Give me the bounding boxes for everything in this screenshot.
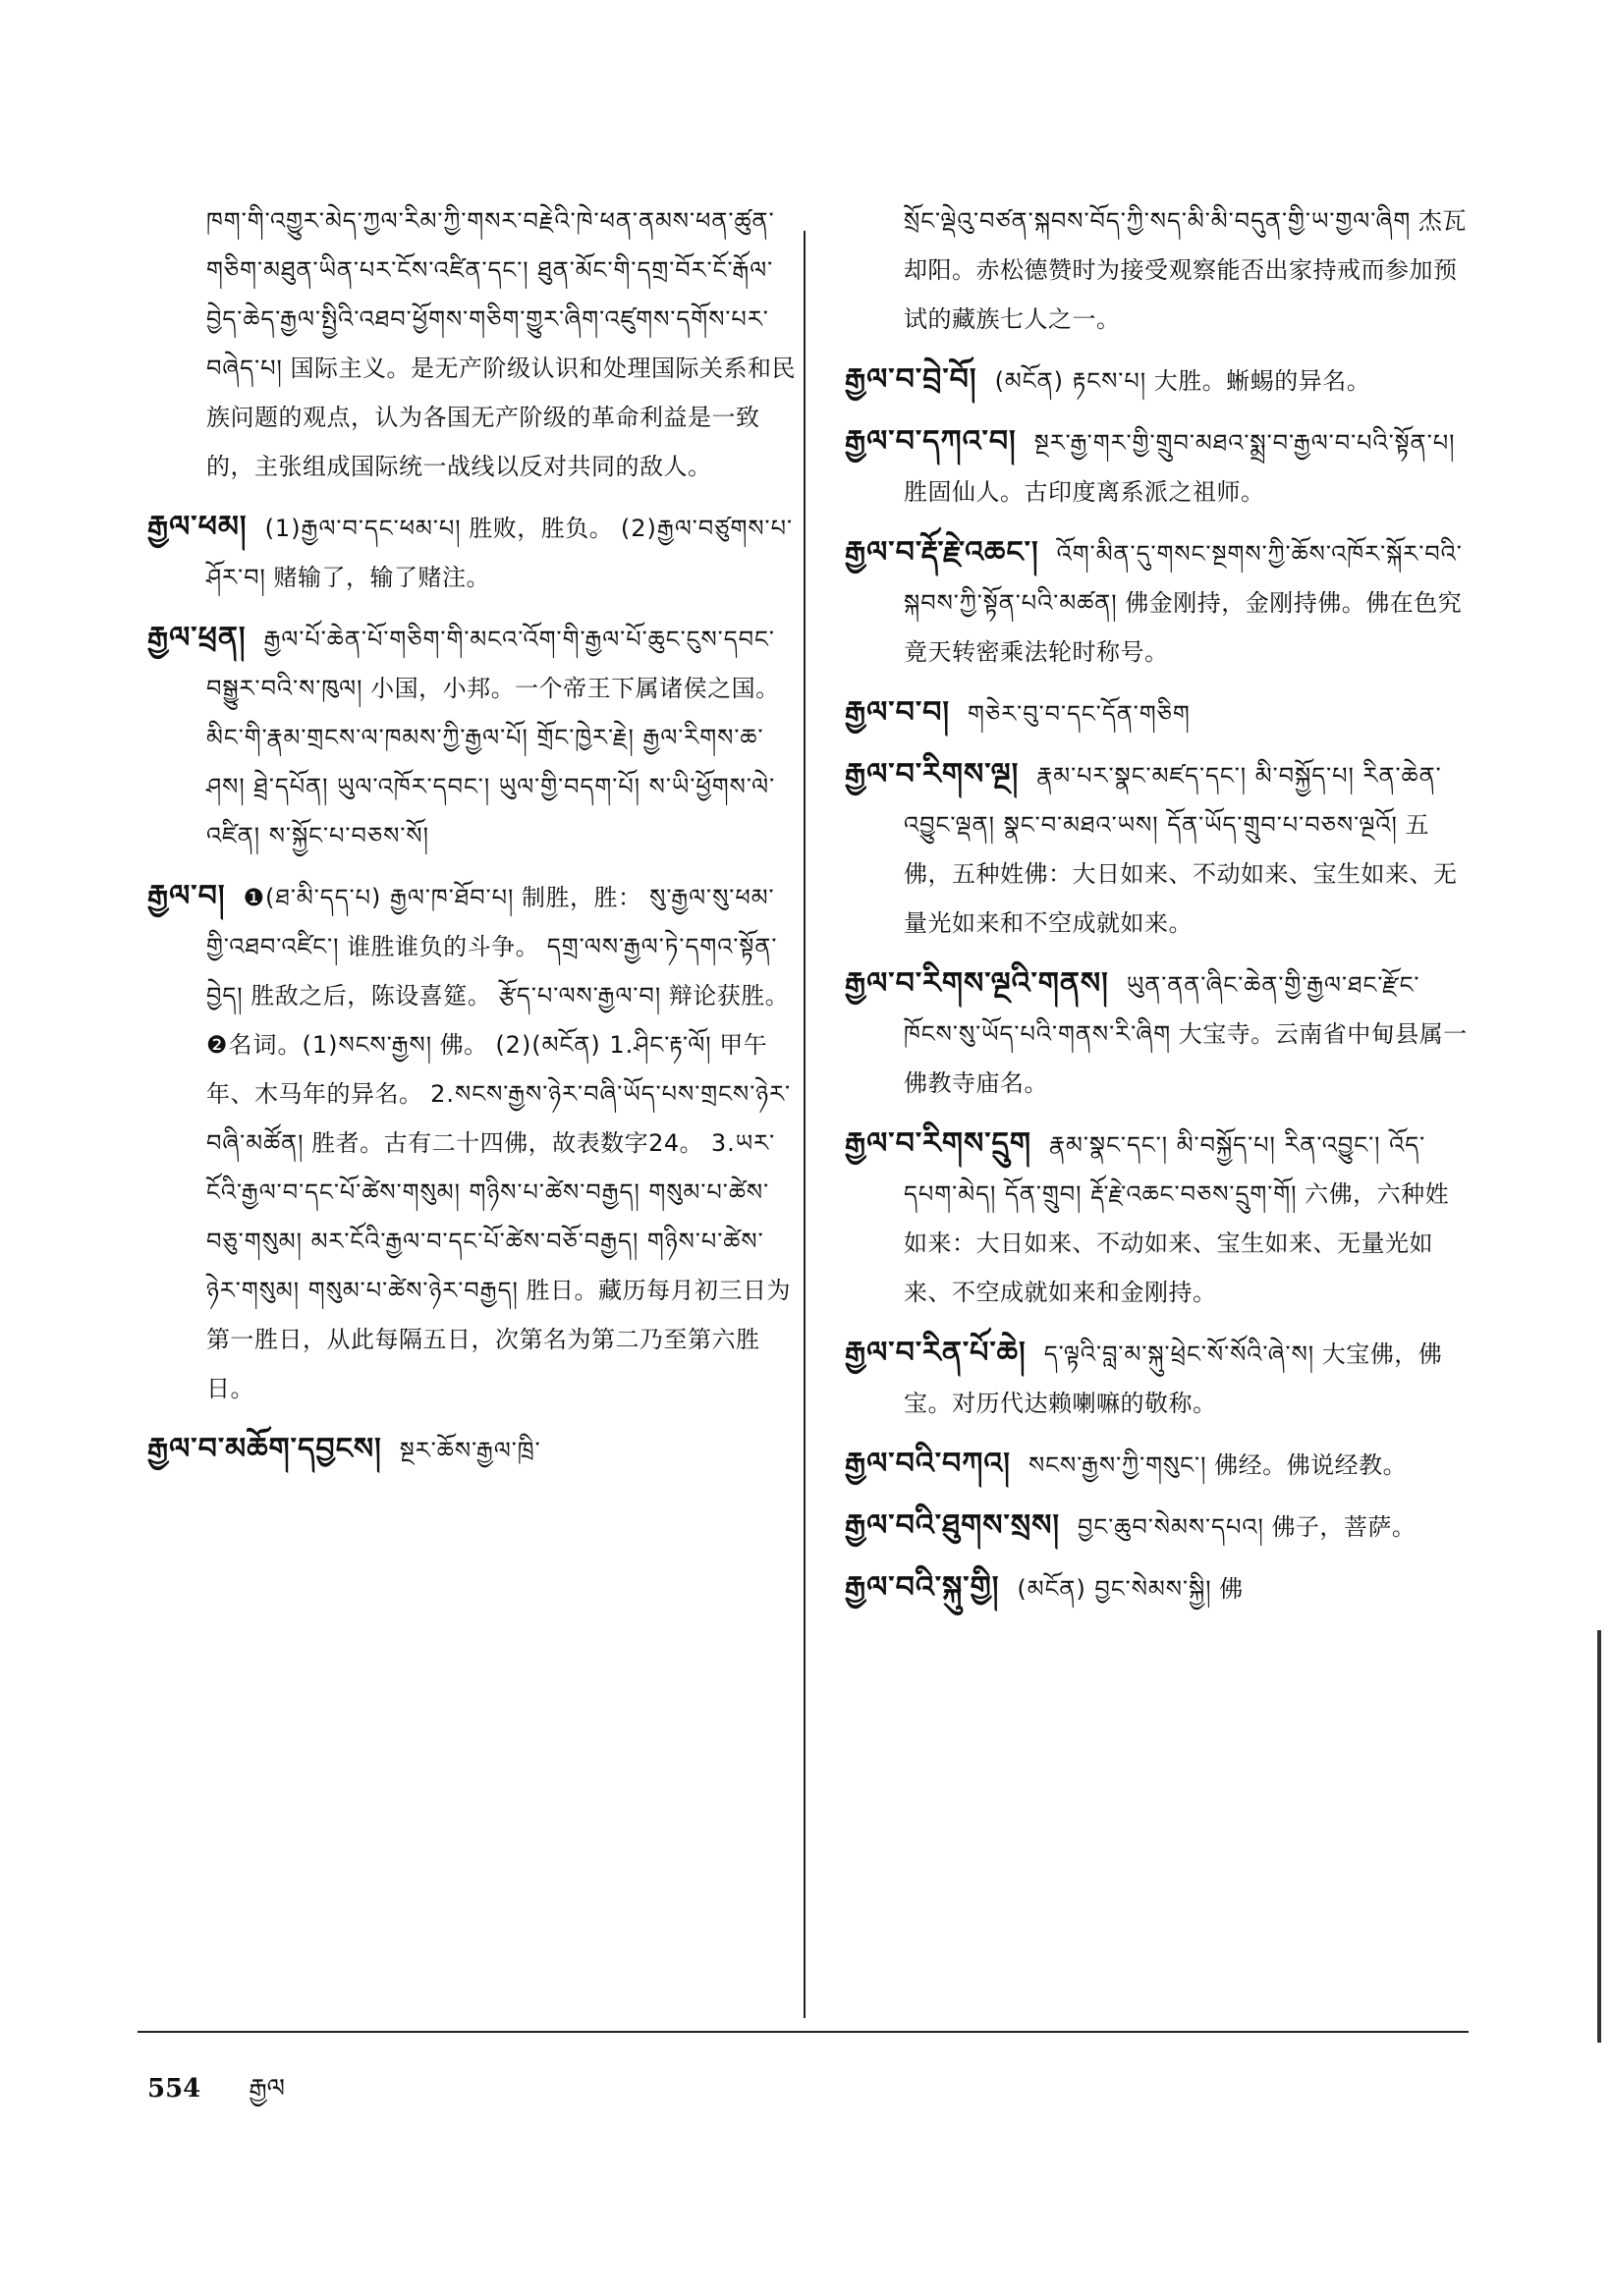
entry-chinese-definition: 大宝佛，佛宝。对历代达赖喇嘛的敬称。 — [904, 1340, 1443, 1417]
entry-chinese-definition: 赌输了，输了赌注。 — [273, 564, 491, 591]
column-divider — [804, 231, 806, 2018]
entry-tibetan-definition: མིང་གི་རྣམ་གྲངས་ལ་ཁམས་ཀྱི་རྒྱལ་པོ། གྲོང་ཁྱེར་རྗེ། རྒྱལ་རིགས་ཆ་ཤས། ཐྲེ་དཔོན། ཡུལ་འཁོར་དབང་། ཡུལ་གྱི་བདག་པོ། ས་ཡི་ཕྱོགས་ལེ་འཛིན། ས་སྐྱོང་པ་བཅས་སོ། — [206, 724, 776, 849]
entry-headword: རྒྱལ་ཕྲན། — [147, 621, 247, 655]
entry-tibetan-definition: སྔར་ཆོས་རྒྱལ་ཁྲི་ — [399, 1437, 541, 1464]
entry-chinese-definition: 胜败，胜负。 — [469, 515, 614, 542]
entry-chinese-definition: 胜固仙人。古印度离系派之祖师。 — [904, 478, 1265, 506]
entry-headword: རྒྱལ་བ་དཀའ་བ། — [845, 424, 1017, 459]
entry-tibetan-definition: ❷名词。(1)སངས་རྒྱས། — [206, 1031, 433, 1059]
dictionary-entry — [845, 355, 1469, 406]
entry-tibetan-definition: ཁག་གི་འགྱུར་མེད་ཀྱལ་རིམ་ཀྱི་གསར་བརྗེའི་ཁེ་ཕན་ནམས་ཕན་ཚུན་གཅིག་མཐུན་ཡིན་པར་ངོས་འཛིན་དང་། ཐུན་མོང་གི་དགྲ་བོར་ངོ་རྒོལ་བྱེད་ཆེད་རྒྱལ་སྤྱིའི་འཐབ་ཕྱོགས་གཅིག་གྱུར་ཞིག་འཛུགས་དགོས་པར་བཞེད་པ། — [206, 207, 775, 382]
page-number: 554 — [147, 2074, 201, 2104]
entry-chinese-definition: 五佛，五种姓佛：大日如来、不动如来、宝生如来、无量光如来和不空成就如来。 — [904, 811, 1458, 937]
entry-tibetan-definition: རྩོད་པ་ལས་རྒྱལ་བ། — [498, 982, 662, 1010]
entry-tibetan-definition: 3.ཡར་ངོའི་རྒྱལ་བ་དང་པོ་ཚེས་གསུམ། གཉིས་པ་ཚེས་བརྒྱད། གསུམ་པ་ཚེས་བཅུ་གསུམ། མར་ངོའི་རྒྱལ་བ་དང་པོ་ཚེས་བཅོ་བརྒྱད། གཉིས་པ་ཚེས་ཉེར་གསུམ། གསུམ་པ་ཚེས་ཉེར་བརྒྱད། — [206, 1129, 776, 1304]
entry-tibetan-definition: འོག་མིན་དུ་གསང་སྔགས་ཀྱི་ཆོས་འཁོར་སྐོར་བའི་སྐབས་ཀྱི་སྟོན་པའི་མཚན། — [904, 540, 1463, 617]
entry-headword: རྒྱལ་བ་རིགས་ལྔ། — [845, 757, 1020, 792]
entry-chinese-definition: 甲午年、木马年的异名。 — [206, 1031, 768, 1108]
entry-tibetan-definition: རྒྱལ་པོ་ཆེན་པོ་གཅིག་གི་མངའ་འོག་གི་རྒྱལ་པོ་ཆུང་ངུས་དབང་བསྒྱུར་བའི་ས་ཁུལ། — [206, 626, 775, 702]
entry-tibetan-definition: དགྲ་ལས་རྒྱལ་ཏེ་དགའ་སྟོན་བྱེད། — [206, 933, 778, 1010]
right-column — [845, 196, 1469, 1625]
entry-tibetan-definition: སྲོང་ལྡེའུ་བཙན་སྐབས་བོད་ཀྱི་སད་མི་མི་བདུན་གྱི་ཡ་གྱལ་ཞིག — [904, 207, 1412, 235]
entry-headword: རྒྱལ་བའི་བཀའ། — [845, 1447, 1011, 1481]
entry-chinese-definition: 胜者。古有二十四佛，故表数字24。 — [311, 1129, 704, 1157]
entry-tibetan-definition: གཅེར་བུ་བ་དང་དོན་གཅིག — [968, 700, 1191, 728]
entry-chinese-definition: 杰瓦却阳。赤松德赞时为接受观察能否出家持戒而参加预试的藏族七人之一。 — [904, 207, 1467, 333]
entry-tibetan-definition: (1)རྒྱལ་བ་དང་ཕམ་པ། — [264, 515, 462, 542]
entry-tibetan-definition: ❶(ཐ་མི་དད་པ) རྒྱལ་ཁ་ཐོབ་པ། — [243, 884, 515, 911]
dictionary-entry — [845, 688, 1469, 738]
entry-chinese-definition: 大宝寺。云南省中甸县属一佛教寺庙名。 — [904, 1020, 1468, 1097]
dictionary-entry — [845, 1120, 1469, 1317]
entry-headword: རྒྱལ་བའི་སྐུ་གྱི། — [845, 1570, 1000, 1605]
running-head: རྒྱལ — [249, 2074, 286, 2104]
entry-chinese-definition: 国际主义。是无产阶级认识和处理国际关系和民族问题的观点，认为各国无产阶级的革命利益是一致的，主张组成国际统一战线以反对共同的敌人。 — [206, 355, 796, 480]
entry-tibetan-definition: (2)(མངོན) 1.ཤིང་རྟ་ལོ། — [495, 1031, 712, 1059]
entry-headword: རྒྱལ་བའི་ཐུགས་སྲས། — [845, 1508, 1060, 1543]
entry-headword: རྒྱལ་བ་རྡོ་རྗེ་འཆང་། — [845, 535, 1039, 570]
entry-chinese-definition: 佛经。佛说经教。 — [1214, 1451, 1408, 1479]
entry-tibetan-definition: རྣམ་པར་སྣང་མཛད་དང་། མི་བསྐྱོད་པ། རིན་ཆེན་འབྱུང་ལྡན། སྣང་བ་མཐའ་ཡས། དོན་ཡོད་གྲུབ་པ་བཅས་ལྔའོ། — [904, 762, 1442, 839]
entry-chinese-definition: 小国，小邦。一个帝王下属诸侯之国。 — [370, 675, 780, 702]
dictionary-entry — [845, 1563, 1469, 1613]
entry-tibetan-definition: བྱང་ཆུབ་སེམས་དཔའ། — [1077, 1513, 1264, 1541]
dictionary-entry — [845, 1329, 1469, 1428]
dictionary-entry — [845, 750, 1469, 948]
page-footer — [147, 2060, 285, 2132]
entry-chinese-definition: 谁胜谁负的斗争。 — [347, 933, 540, 960]
dictionary-entry — [147, 503, 796, 602]
entry-chinese-definition: 胜敌之后，陈设喜筵。 — [250, 982, 492, 1010]
entry-tibetan-definition: (མངོན) རྟངས་པ། — [994, 367, 1147, 395]
entry-headword: རྒྱལ་བ་རིགས་དྲུག — [845, 1126, 1031, 1161]
dictionary-entry — [845, 417, 1469, 517]
footer-rule — [138, 2031, 1469, 2033]
entry-chinese-definition: 六佛，六种姓如来：大日如来、不动如来、宝生如来、无量光如来、不空成就如来和金刚持。 — [904, 1180, 1450, 1306]
entry-chinese-definition: 佛 — [1219, 1575, 1244, 1603]
entry-tibetan-definition: ད་ལྟའི་བླ་མ་སྐུ་ཕྲེང་སོ་སོའི་ཞེ་ས། — [1043, 1340, 1315, 1368]
dictionary-entry — [845, 528, 1469, 677]
entry-chinese-definition: 佛子，菩萨。 — [1271, 1513, 1417, 1541]
entry-tibetan-definition: ཡུན་ནན་ཞིང་ཆེན་གྱི་རྒྱལ་ཐང་རྫོང་ཁོངས་སུ་ཡོད་པའི་གནས་རི་ཞིག — [904, 971, 1420, 1048]
entry-headword: རྒྱལ་བ་རིན་པོ་ཆེ། — [845, 1336, 1027, 1370]
dictionary-entry — [147, 872, 796, 1413]
entry-headword: རྒྱལ་བ་མཆོག་དབྱངས། — [147, 1432, 382, 1466]
dictionary-entry — [845, 1440, 1469, 1490]
entry-chinese-definition: 佛金刚持，金刚持佛。佛在色究竟天转密乘法轮时称号。 — [904, 589, 1463, 666]
dictionary-entry — [845, 1502, 1469, 1552]
entry-tibetan-definition: རྣམ་སྣང་དང་། མི་བསྐྱོད་པ། རིན་འབྱུང་། འོད་དཔག་མེད། དོན་གྲུབ། རྡོ་རྗེ་འཆང་བཅས་དྲུག་གོ། — [904, 1131, 1426, 1208]
entry-chinese-definition: 辩论获胜。 — [668, 982, 790, 1010]
entry-tibetan-definition: སུ་རྒྱལ་སུ་ཕམ་གྱི་འཐབ་འཛིང་། — [206, 884, 775, 960]
entry-chinese-definition: 佛。 — [439, 1031, 488, 1059]
entry-tibetan-definition: 2.སངས་རྒྱས་ཉེར་བཞི་ཡོད་པས་གྲངས་ཉེར་བཞི་མཚོན། — [206, 1080, 792, 1157]
entry-tibetan-definition: སྔར་རྒྱ་གར་གྱི་གྲུབ་མཐའ་སྨྲ་བ་རྒྱལ་བ་པའི་སྟོན་པ། — [1033, 429, 1456, 457]
dictionary-entry — [147, 614, 796, 860]
page-edge-mark — [1597, 1630, 1601, 2043]
entry-tibetan-definition: (མངོན) བྱང་སེམས་སྐྱི། — [1017, 1575, 1212, 1603]
entry-headword: རྒྱལ་བ། — [147, 879, 226, 913]
entry-chinese-definition: 大胜。蜥蜴的异名。 — [1153, 367, 1371, 395]
entry-continuation — [845, 196, 1469, 344]
left-column — [147, 196, 796, 1487]
entry-headword: རྒྱལ་བ་བྲེ་བོ། — [845, 362, 977, 397]
entry-tibetan-definition: སངས་རྒྱས་ཀྱི་གསུང་། — [1028, 1451, 1207, 1479]
entry-headword: རྒྱལ་ཕམ། — [147, 510, 248, 544]
entry-headword: རྒྱལ་བ་བ། — [845, 695, 951, 730]
entry-chinese-definition: 制胜，胜： — [522, 884, 642, 911]
dictionary-entry — [147, 1425, 796, 1475]
entry-chinese-definition: 胜日。藏历每月初三日为第一胜日，从此每隔五日，次第名为第二乃至第六胜日。 — [206, 1277, 791, 1402]
entry-tibetan-definition: (2)རྒྱལ་བཙུགས་པ་ཤོར་བ། — [206, 515, 794, 591]
dictionary-entry — [845, 959, 1469, 1108]
entry-headword: རྒྱལ་བ་རིགས་ལྔའི་གནས། — [845, 966, 1109, 1001]
entry-continuation — [147, 196, 796, 491]
